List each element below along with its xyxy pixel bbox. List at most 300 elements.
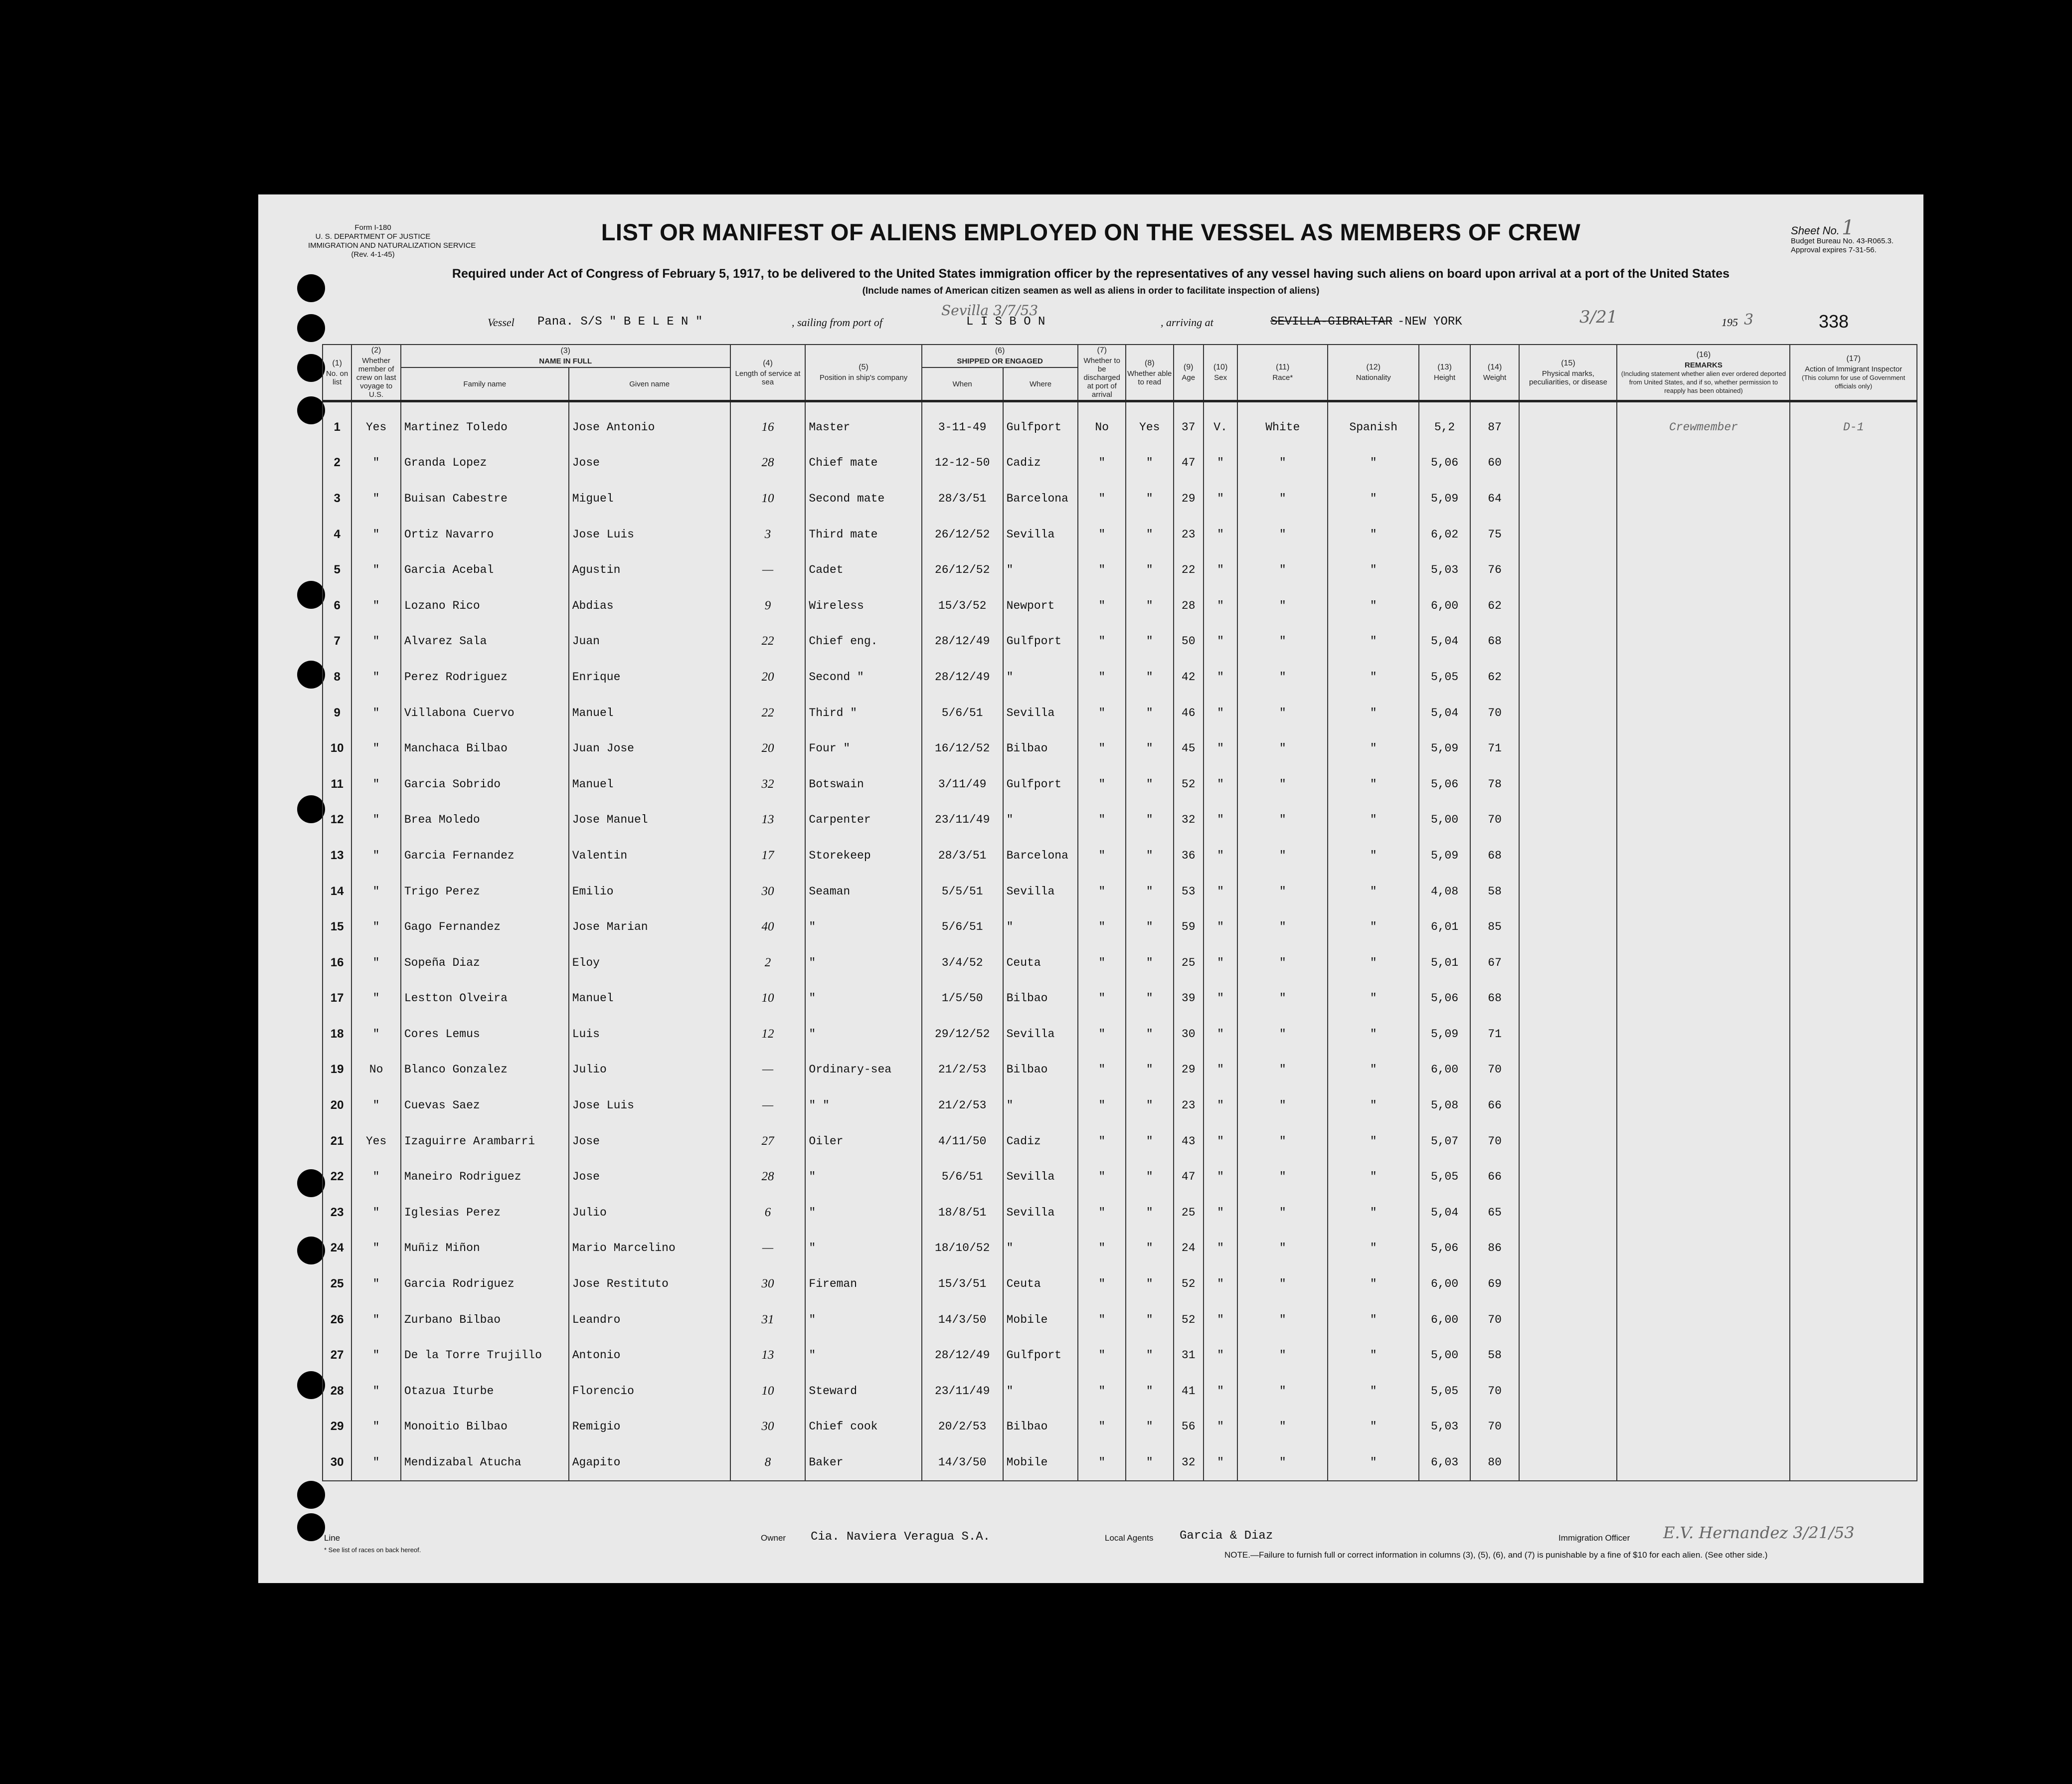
family-name-cell: Blanco Gonzalez	[401, 1052, 569, 1088]
read-cell: "	[1126, 981, 1174, 1017]
discharged-cell: "	[1078, 659, 1126, 695]
table-row	[323, 1444, 1917, 1481]
table-row	[323, 874, 1917, 909]
weight-cell: 68	[1470, 624, 1520, 660]
height-cell: 5,07	[1419, 1123, 1470, 1159]
row-number: 15	[323, 909, 351, 945]
weight-cell: 76	[1470, 552, 1520, 588]
given-name-cell: Jose	[569, 1123, 730, 1159]
action-cell	[1790, 1123, 1917, 1159]
height-cell: 5,05	[1419, 659, 1470, 695]
service-length-cell: —	[730, 1052, 806, 1088]
punch-hole	[297, 661, 325, 689]
remarks-cell	[1617, 1052, 1790, 1088]
nationality-cell: "	[1328, 1052, 1419, 1088]
shipped-where-cell: Bilbao	[1003, 1409, 1078, 1445]
service-length-cell: 31	[730, 1302, 806, 1338]
family-name-cell: Manchaca Bilbao	[401, 730, 569, 766]
service-length-cell: —	[730, 1231, 806, 1266]
discharged-cell: "	[1078, 1337, 1126, 1373]
weight-cell: 71	[1470, 730, 1520, 766]
weight-cell: 70	[1470, 1123, 1520, 1159]
owner-label: Owner	[761, 1533, 786, 1543]
position-cell: Carpenter	[805, 802, 921, 838]
height-cell: 5,00	[1419, 1337, 1470, 1373]
service-length-cell: 28	[730, 1159, 806, 1195]
shipped-where-cell: Ceuta	[1003, 945, 1078, 981]
row-number: 28	[323, 1373, 351, 1409]
height-cell: 6,01	[1419, 909, 1470, 945]
discharged-cell: "	[1078, 481, 1126, 517]
shipped-where-cell: Sevilla	[1003, 517, 1078, 552]
marks-cell	[1519, 1159, 1617, 1195]
position-cell: Botswain	[805, 766, 921, 802]
age-cell: 25	[1174, 945, 1204, 981]
officer-signature: E.V. Hernandez 3/21/53	[1663, 1523, 1855, 1542]
table-row	[323, 1231, 1917, 1266]
read-cell: "	[1126, 624, 1174, 660]
sex-cell: "	[1204, 1195, 1237, 1231]
race-cell: "	[1237, 945, 1328, 981]
weight-cell: 70	[1470, 695, 1520, 731]
shipped-when-cell: 23/11/49	[922, 802, 1003, 838]
col-read-header: (8) Whether able to read	[1126, 345, 1174, 401]
last-voyage-cell: "	[351, 802, 401, 838]
table-row	[323, 481, 1917, 517]
shipped-where-cell: Barcelona	[1003, 838, 1078, 874]
last-voyage-cell: "	[351, 838, 401, 874]
weight-cell: 75	[1470, 517, 1520, 552]
nationality-cell: "	[1328, 1266, 1419, 1302]
family-name-cell: Gago Fernandez	[401, 909, 569, 945]
race-cell: "	[1237, 445, 1328, 481]
page-title: LIST OR MANIFEST OF ALIENS EMPLOYED ON THE VESSEL AS MEMBERS OF CREW	[601, 219, 1581, 245]
remarks-cell	[1617, 874, 1790, 909]
discharged-cell: No	[1078, 409, 1126, 445]
service-length-cell: 9	[730, 588, 806, 624]
shipped-when-cell: 12-12-50	[922, 445, 1003, 481]
read-cell: "	[1126, 802, 1174, 838]
col-sex-header: (10) Sex	[1204, 345, 1237, 401]
nationality-cell: "	[1328, 552, 1419, 588]
weight-cell: 70	[1470, 1302, 1520, 1338]
remarks-cell	[1617, 588, 1790, 624]
shipped-where-cell: Sevilla	[1003, 1195, 1078, 1231]
weight-cell: 66	[1470, 1159, 1520, 1195]
age-cell: 53	[1174, 874, 1204, 909]
shipped-when-cell: 23/11/49	[922, 1373, 1003, 1409]
remarks-cell	[1617, 838, 1790, 874]
discharged-cell: "	[1078, 730, 1126, 766]
remarks-cell	[1617, 730, 1790, 766]
sex-cell: "	[1204, 1087, 1237, 1123]
shipped-when-cell: 3/11/49	[922, 766, 1003, 802]
weight-cell: 68	[1470, 981, 1520, 1017]
action-cell	[1790, 1266, 1917, 1302]
age-cell: 29	[1174, 481, 1204, 517]
shipped-when-cell: 26/12/52	[922, 517, 1003, 552]
col-last-voyage-header: (2) Whether member of crew on last voyage to U.S.	[351, 345, 401, 401]
last-voyage-cell: "	[351, 517, 401, 552]
action-cell	[1790, 945, 1917, 981]
service-length-cell: 13	[730, 1337, 806, 1373]
table-row	[323, 445, 1917, 481]
service-length-cell: 20	[730, 659, 806, 695]
last-voyage-cell: "	[351, 588, 401, 624]
punch-hole	[297, 396, 325, 424]
shipped-when-cell: 28/3/51	[922, 481, 1003, 517]
last-voyage-cell: "	[351, 981, 401, 1017]
shipped-when-cell: 3/4/52	[922, 945, 1003, 981]
age-cell: 45	[1174, 730, 1204, 766]
race-cell: "	[1237, 1195, 1328, 1231]
col-given-name-header: Given name	[569, 367, 730, 401]
shipped-when-cell: 18/8/51	[922, 1195, 1003, 1231]
read-cell: "	[1126, 1444, 1174, 1481]
discharged-cell: "	[1078, 1052, 1126, 1088]
read-cell: "	[1126, 517, 1174, 552]
race-cell: "	[1237, 624, 1328, 660]
discharged-cell: "	[1078, 1231, 1126, 1266]
action-cell	[1790, 1195, 1917, 1231]
position-cell: Chief mate	[805, 445, 921, 481]
sex-cell: "	[1204, 1373, 1237, 1409]
given-name-cell: Mario Marcelino	[569, 1231, 730, 1266]
age-cell: 22	[1174, 552, 1204, 588]
nationality-cell: "	[1328, 730, 1419, 766]
last-voyage-cell: Yes	[351, 409, 401, 445]
table-row	[323, 1373, 1917, 1409]
sex-cell: "	[1204, 1159, 1237, 1195]
given-name-cell: Antonio	[569, 1337, 730, 1373]
weight-cell: 70	[1470, 1052, 1520, 1088]
marks-cell	[1519, 1052, 1617, 1088]
given-name-cell: Remigio	[569, 1409, 730, 1445]
shipped-where-cell: Mobile	[1003, 1302, 1078, 1338]
last-voyage-cell: "	[351, 945, 401, 981]
shipped-when-cell: 28/12/49	[922, 659, 1003, 695]
col-race-header: (11) Race*	[1237, 345, 1328, 401]
sheet-label: Sheet No.	[1791, 224, 1840, 237]
table-row	[323, 1195, 1917, 1231]
age-cell: 31	[1174, 1337, 1204, 1373]
nationality-cell: "	[1328, 1337, 1419, 1373]
service-length-cell: 22	[730, 695, 806, 731]
last-voyage-cell: "	[351, 481, 401, 517]
weight-cell: 68	[1470, 838, 1520, 874]
race-cell: "	[1237, 1337, 1328, 1373]
discharged-cell: "	[1078, 1302, 1126, 1338]
given-name-cell: Abdias	[569, 588, 730, 624]
table-row	[323, 552, 1917, 588]
line-label: Line	[324, 1533, 341, 1543]
read-cell: "	[1126, 909, 1174, 945]
height-cell: 6,00	[1419, 1052, 1470, 1088]
col-weight-header: (14) Weight	[1470, 345, 1520, 401]
position-cell: "	[805, 1159, 921, 1195]
action-cell	[1790, 730, 1917, 766]
action-cell	[1790, 588, 1917, 624]
row-number: 1	[323, 409, 351, 445]
row-number: 25	[323, 1266, 351, 1302]
action-cell	[1790, 1052, 1917, 1088]
officer-label: Immigration Officer	[1558, 1533, 1630, 1543]
shipped-when-cell: 3-11-49	[922, 409, 1003, 445]
read-cell: "	[1126, 1052, 1174, 1088]
family-name-cell: Cores Lemus	[401, 1016, 569, 1052]
race-cell: "	[1237, 1266, 1328, 1302]
sex-cell: "	[1204, 1409, 1237, 1445]
remarks-cell	[1617, 1373, 1790, 1409]
race-cell: "	[1237, 838, 1328, 874]
shipped-where-cell: "	[1003, 909, 1078, 945]
height-cell: 5,09	[1419, 1016, 1470, 1052]
position-cell: Master	[805, 409, 921, 445]
row-number: 26	[323, 1302, 351, 1338]
position-cell: Four "	[805, 730, 921, 766]
race-cell: "	[1237, 766, 1328, 802]
remarks-cell	[1617, 695, 1790, 731]
nationality-cell: "	[1328, 1016, 1419, 1052]
vessel-label: Vessel	[488, 316, 515, 329]
nationality-cell: "	[1328, 588, 1419, 624]
age-cell: 52	[1174, 1266, 1204, 1302]
discharged-cell: "	[1078, 909, 1126, 945]
table-row	[323, 1266, 1917, 1302]
height-cell: 5,04	[1419, 1195, 1470, 1231]
shipped-where-cell: Gulfport	[1003, 409, 1078, 445]
age-cell: 52	[1174, 766, 1204, 802]
action-cell	[1790, 1373, 1917, 1409]
family-name-cell: Maneiro Rodriguez	[401, 1159, 569, 1195]
action-cell	[1790, 1087, 1917, 1123]
nationality-cell: "	[1328, 1409, 1419, 1445]
age-cell: 50	[1174, 624, 1204, 660]
given-name-cell: Emilio	[569, 874, 730, 909]
family-name-cell: Cuevas Saez	[401, 1087, 569, 1123]
last-voyage-cell: "	[351, 552, 401, 588]
owner-name: Cia. Naviera Veragua S.A.	[811, 1530, 991, 1544]
age-cell: 39	[1174, 981, 1204, 1017]
shipped-where-cell: Bilbao	[1003, 730, 1078, 766]
height-cell: 5,00	[1419, 802, 1470, 838]
weight-cell: 87	[1470, 409, 1520, 445]
service-length-cell: 16	[730, 409, 806, 445]
age-cell: 47	[1174, 445, 1204, 481]
position-cell: "	[805, 1302, 921, 1338]
shipped-when-cell: 21/2/53	[922, 1052, 1003, 1088]
shipped-when-cell: 15/3/51	[922, 1266, 1003, 1302]
read-cell: "	[1126, 588, 1174, 624]
shipped-when-cell: 14/3/50	[922, 1444, 1003, 1481]
last-voyage-cell: "	[351, 1444, 401, 1481]
last-voyage-cell: Yes	[351, 1123, 401, 1159]
nationality-cell: "	[1328, 445, 1419, 481]
table-row	[323, 1302, 1917, 1338]
shipped-where-cell: Newport	[1003, 588, 1078, 624]
discharged-cell: "	[1078, 624, 1126, 660]
row-number: 20	[323, 1087, 351, 1123]
row-number: 7	[323, 624, 351, 660]
remarks-cell	[1617, 552, 1790, 588]
action-cell	[1790, 1016, 1917, 1052]
position-cell: Second mate	[805, 481, 921, 517]
service-length-cell: 30	[730, 1409, 806, 1445]
remarks-cell	[1617, 624, 1790, 660]
read-cell: "	[1126, 874, 1174, 909]
shipped-where-cell: "	[1003, 659, 1078, 695]
given-name-cell: Jose	[569, 445, 730, 481]
family-name-cell: Iglesias Perez	[401, 1195, 569, 1231]
penalty-note: NOTE.—Failure to furnish full or correct information in columns (3), (5), (6), and (7) is punishable by a fine of $10 for each alien. (See other side.)	[1224, 1550, 1768, 1560]
action-cell	[1790, 766, 1917, 802]
weight-cell: 66	[1470, 1087, 1520, 1123]
race-cell: "	[1237, 1052, 1328, 1088]
shipped-where-cell: Sevilla	[1003, 874, 1078, 909]
shipped-where-cell: Mobile	[1003, 1444, 1078, 1481]
table-row	[323, 766, 1917, 802]
read-cell: "	[1126, 1123, 1174, 1159]
marks-cell	[1519, 1302, 1617, 1338]
shipped-where-cell: Gulfport	[1003, 624, 1078, 660]
sheet-number: 1	[1842, 216, 1855, 239]
read-cell: "	[1126, 1231, 1174, 1266]
col-family-name-header: Family name	[401, 367, 569, 401]
row-number: 9	[323, 695, 351, 731]
read-cell: "	[1126, 838, 1174, 874]
row-number: 23	[323, 1195, 351, 1231]
family-name-cell: Mendizabal Atucha	[401, 1444, 569, 1481]
remarks-cell	[1617, 1444, 1790, 1481]
discharged-cell: "	[1078, 695, 1126, 731]
action-cell	[1790, 1409, 1917, 1445]
age-cell: 42	[1174, 659, 1204, 695]
row-number: 18	[323, 1016, 351, 1052]
col-discharged-header: (7) Whether to be discharged at port of arrival	[1078, 345, 1126, 401]
marks-cell	[1519, 1409, 1617, 1445]
age-cell: 41	[1174, 1373, 1204, 1409]
family-name-cell: De la Torre Trujillo	[401, 1337, 569, 1373]
marks-cell	[1519, 1087, 1617, 1123]
remarks-cell	[1617, 766, 1790, 802]
position-cell: Cadet	[805, 552, 921, 588]
table-row	[323, 1123, 1917, 1159]
service-length-cell: 6	[730, 1195, 806, 1231]
discharged-cell: "	[1078, 1373, 1126, 1409]
discharged-cell: "	[1078, 517, 1126, 552]
sex-cell: "	[1204, 802, 1237, 838]
family-name-cell: Brea Moledo	[401, 802, 569, 838]
weight-cell: 65	[1470, 1195, 1520, 1231]
row-number: 22	[323, 1159, 351, 1195]
read-cell: Yes	[1126, 409, 1174, 445]
height-cell: 6,03	[1419, 1444, 1470, 1481]
age-cell: 23	[1174, 1087, 1204, 1123]
shipped-where-cell: "	[1003, 1373, 1078, 1409]
given-name-cell: Manuel	[569, 695, 730, 731]
given-name-cell: Luis	[569, 1016, 730, 1052]
row-number: 11	[323, 766, 351, 802]
col-name-header: (3) NAME IN FULL	[401, 345, 730, 367]
shipped-when-cell: 28/12/49	[922, 624, 1003, 660]
remarks-cell	[1617, 659, 1790, 695]
table-row	[323, 802, 1917, 838]
last-voyage-cell: "	[351, 909, 401, 945]
remarks-cell	[1617, 1016, 1790, 1052]
sailing-handwritten: Sevilla 3/7/53	[941, 302, 1038, 319]
sex-cell: "	[1204, 1123, 1237, 1159]
nationality-cell: "	[1328, 1231, 1419, 1266]
service-length-cell: 20	[730, 730, 806, 766]
given-name-cell: Miguel	[569, 481, 730, 517]
nationality-cell: "	[1328, 802, 1419, 838]
position-cell: Chief eng.	[805, 624, 921, 660]
remarks-cell	[1617, 481, 1790, 517]
nationality-cell: "	[1328, 1302, 1419, 1338]
marks-cell	[1519, 1373, 1617, 1409]
year-prefix: 195	[1722, 316, 1738, 329]
race-cell: "	[1237, 659, 1328, 695]
last-voyage-cell: "	[351, 1016, 401, 1052]
col-where-header: Where	[1003, 367, 1078, 401]
family-name-cell: Buisan Cabestre	[401, 481, 569, 517]
action-cell	[1790, 481, 1917, 517]
read-cell: "	[1126, 1159, 1174, 1195]
nationality-cell: "	[1328, 481, 1419, 517]
nationality-cell: "	[1328, 981, 1419, 1017]
shipped-when-cell: 28/3/51	[922, 838, 1003, 874]
remarks-cell	[1617, 1231, 1790, 1266]
last-voyage-cell: No	[351, 1052, 401, 1088]
position-cell: "	[805, 981, 921, 1017]
punch-hole	[297, 1371, 325, 1399]
race-cell: "	[1237, 1302, 1328, 1338]
weight-cell: 60	[1470, 445, 1520, 481]
last-voyage-cell: "	[351, 1195, 401, 1231]
table-row	[323, 1016, 1917, 1052]
age-cell: 47	[1174, 1159, 1204, 1195]
position-cell: Baker	[805, 1444, 921, 1481]
marks-cell	[1519, 588, 1617, 624]
race-cell: "	[1237, 695, 1328, 731]
arriving-label: , arriving at	[1161, 316, 1213, 329]
read-cell: "	[1126, 1302, 1174, 1338]
action-cell	[1790, 445, 1917, 481]
race-cell: "	[1237, 552, 1328, 588]
position-cell: Third mate	[805, 517, 921, 552]
read-cell: "	[1126, 552, 1174, 588]
height-cell: 6,02	[1419, 517, 1470, 552]
position-cell: Seaman	[805, 874, 921, 909]
nationality-cell: "	[1328, 624, 1419, 660]
table-row	[323, 730, 1917, 766]
given-name-cell: Juan Jose	[569, 730, 730, 766]
given-name-cell: Jose Luis	[569, 517, 730, 552]
budget-bureau: Budget Bureau No. 43-R065.3.	[1791, 237, 1894, 245]
marks-cell	[1519, 695, 1617, 731]
action-cell	[1790, 517, 1917, 552]
race-cell: White	[1237, 409, 1328, 445]
given-name-cell: Florencio	[569, 1373, 730, 1409]
crew-table	[322, 344, 1917, 1481]
marks-cell	[1519, 517, 1617, 552]
service-length-cell: 8	[730, 1444, 806, 1481]
sex-cell: "	[1204, 909, 1237, 945]
height-cell: 5,09	[1419, 730, 1470, 766]
family-name-cell: Sopeña Diaz	[401, 945, 569, 981]
race-cell: "	[1237, 1231, 1328, 1266]
shipped-where-cell: "	[1003, 1231, 1078, 1266]
